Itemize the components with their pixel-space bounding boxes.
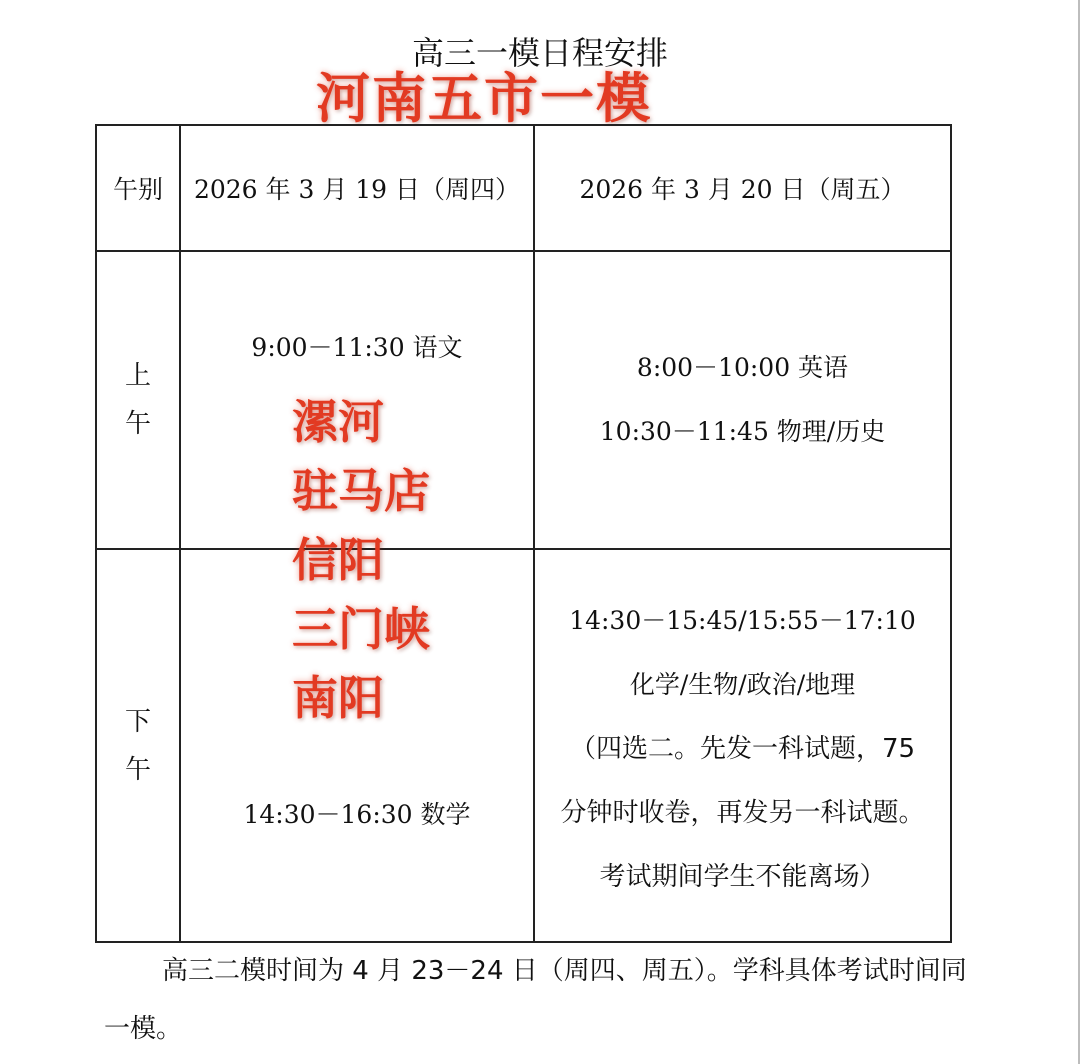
schedule-table [95,124,952,943]
afternoon-day2-line5: 考试期间学生不能离场） [599,861,886,892]
watermark-title: 河南五市一模 [316,67,652,130]
afternoon-day1-line1: 14:30－16:30 数学 [243,799,471,829]
table-row-morning [96,251,951,549]
morning-day1-line1: 9:00－11:30 语文 [251,333,463,362]
morning-label-1: 上 [124,361,151,391]
afternoon-day2-line2: 化学/生物/政治/地理 [629,669,856,699]
morning-day2-line1: 8:00－10:00 英语 [636,353,849,382]
afternoon-day2-line3: （四选二。先发一科试题，75 [569,733,916,764]
footnote-paragraph: 高三二模时间为 4 月 23－24 日（周四、周五）。学科具体考试时间同一模。 [104,956,967,1044]
afternoon-day2-cell [534,549,951,942]
header-day2: 2026 年 3 月 20 日（周五） [534,125,951,251]
header-day1: 2026 年 3 月 19 日（周四） [180,125,534,251]
watermark-city: 南阳 [292,671,384,725]
morning-label-2: 午 [124,409,151,439]
watermark-city: 信阳 [292,533,384,587]
morning-day2-line2: 10:30－11:45 物理/历史 [599,417,886,446]
afternoon-label-1: 下 [124,706,151,737]
page-title: 高三一模日程安排 [411,34,668,72]
watermark-city-list [292,388,430,733]
watermark-city: 驻马店 [292,464,430,518]
morning-day2-cell [534,251,951,549]
watermark-city: 漯河 [292,395,384,449]
afternoon-day2-line4: 分钟时收卷，再发另一科试题。 [560,797,925,828]
afternoon-label [96,549,180,942]
header-period: 午别 [96,125,180,251]
afternoon-day2-line1: 14:30－15:45/15:55－17:10 [569,605,916,635]
table-row-afternoon [96,549,951,942]
watermark-city: 三门峡 [292,602,430,656]
afternoon-label-2: 午 [124,754,151,785]
table-header-row [96,125,951,251]
morning-label [96,251,180,549]
